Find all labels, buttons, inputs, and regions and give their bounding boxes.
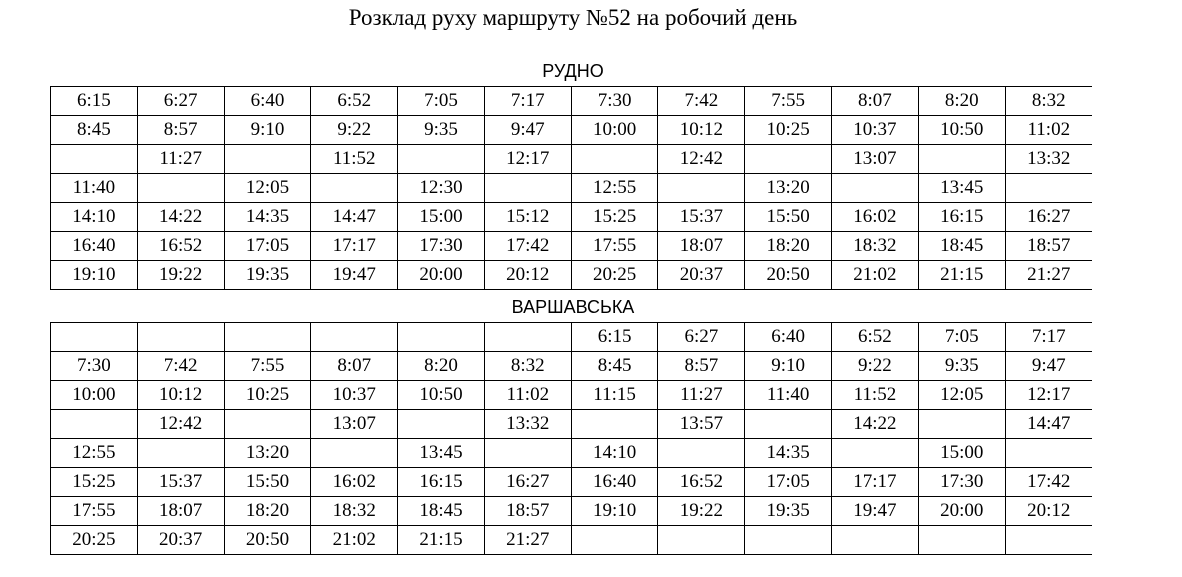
time-cell	[51, 145, 138, 174]
time-cell	[484, 439, 571, 468]
time-cell: 14:47	[311, 203, 398, 232]
time-cell	[1005, 526, 1092, 555]
time-cell	[398, 145, 485, 174]
time-cell: 18:45	[398, 497, 485, 526]
time-cell: 12:42	[137, 410, 224, 439]
table-row	[51, 174, 1093, 203]
time-cell: 16:02	[832, 203, 919, 232]
time-cell	[1005, 174, 1092, 203]
time-cell: 16:27	[1005, 203, 1092, 232]
time-cell: 21:15	[918, 261, 1005, 290]
time-cell: 17:55	[51, 497, 138, 526]
time-cell: 6:15	[51, 87, 138, 116]
time-cell: 13:20	[745, 174, 832, 203]
time-cell: 7:30	[571, 87, 658, 116]
time-cell: 6:40	[745, 323, 832, 352]
time-cell: 13:45	[398, 439, 485, 468]
time-cell: 8:07	[311, 352, 398, 381]
time-cell: 6:15	[571, 323, 658, 352]
time-cell: 9:10	[745, 352, 832, 381]
time-cell: 17:42	[484, 232, 571, 261]
time-cell: 6:27	[658, 323, 745, 352]
time-cell	[658, 526, 745, 555]
time-cell: 8:07	[832, 87, 919, 116]
time-cell: 17:05	[745, 468, 832, 497]
time-cell: 19:10	[571, 497, 658, 526]
time-cell: 6:40	[224, 87, 311, 116]
time-cell: 15:00	[398, 203, 485, 232]
time-cell: 9:47	[1005, 352, 1092, 381]
time-cell: 21:15	[398, 526, 485, 555]
time-cell: 9:35	[398, 116, 485, 145]
time-cell: 16:52	[658, 468, 745, 497]
page-title: Розклад руху маршруту №52 на робочий день	[348, 5, 798, 30]
time-cell: 13:07	[311, 410, 398, 439]
time-cell: 13:32	[484, 410, 571, 439]
time-cell: 14:35	[224, 203, 311, 232]
time-cell: 7:17	[484, 87, 571, 116]
time-cell: 20:25	[51, 526, 138, 555]
time-cell: 16:40	[51, 232, 138, 261]
time-cell: 20:37	[137, 526, 224, 555]
time-cell: 9:35	[918, 352, 1005, 381]
time-cell: 21:27	[484, 526, 571, 555]
time-cell: 17:17	[311, 232, 398, 261]
table-row	[51, 439, 1093, 468]
time-cell: 12:42	[658, 145, 745, 174]
time-cell	[398, 323, 485, 352]
time-cell	[658, 174, 745, 203]
section-title-varshavska: ВАРШАВСЬКА	[511, 297, 635, 317]
time-cell: 9:22	[311, 116, 398, 145]
time-cell: 14:22	[832, 410, 919, 439]
time-cell: 19:47	[311, 261, 398, 290]
time-cell: 17:17	[832, 468, 919, 497]
time-cell: 21:02	[832, 261, 919, 290]
time-cell	[832, 526, 919, 555]
time-cell: 7:42	[137, 352, 224, 381]
time-cell: 13:45	[918, 174, 1005, 203]
table-row	[51, 323, 1093, 352]
time-cell: 18:57	[1005, 232, 1092, 261]
table-row	[51, 381, 1093, 410]
time-cell	[832, 174, 919, 203]
time-cell: 15:37	[658, 203, 745, 232]
time-cell: 18:32	[311, 497, 398, 526]
time-cell	[311, 323, 398, 352]
time-cell: 11:52	[832, 381, 919, 410]
time-cell	[745, 410, 832, 439]
table-row	[51, 352, 1093, 381]
time-cell: 10:00	[571, 116, 658, 145]
time-cell: 11:40	[745, 381, 832, 410]
time-cell: 17:05	[224, 232, 311, 261]
time-cell: 15:00	[918, 439, 1005, 468]
time-cell: 7:55	[224, 352, 311, 381]
time-cell: 9:10	[224, 116, 311, 145]
time-cell	[918, 145, 1005, 174]
time-cell: 19:22	[658, 497, 745, 526]
time-cell: 20:00	[918, 497, 1005, 526]
time-cell: 18:20	[745, 232, 832, 261]
time-cell: 12:17	[484, 145, 571, 174]
time-cell: 19:22	[137, 261, 224, 290]
time-cell: 20:25	[571, 261, 658, 290]
time-cell: 16:27	[484, 468, 571, 497]
time-cell: 14:47	[1005, 410, 1092, 439]
time-cell: 11:02	[1005, 116, 1092, 145]
time-cell: 16:02	[311, 468, 398, 497]
time-cell	[745, 526, 832, 555]
time-cell: 6:27	[137, 87, 224, 116]
time-cell	[224, 323, 311, 352]
time-cell: 8:20	[918, 87, 1005, 116]
time-cell	[137, 323, 224, 352]
time-cell: 8:45	[571, 352, 658, 381]
time-cell: 17:55	[571, 232, 658, 261]
time-cell: 15:37	[137, 468, 224, 497]
time-cell: 13:57	[658, 410, 745, 439]
time-cell: 7:05	[398, 87, 485, 116]
time-cell: 8:32	[484, 352, 571, 381]
time-cell	[832, 439, 919, 468]
time-cell: 10:25	[745, 116, 832, 145]
time-cell: 17:30	[398, 232, 485, 261]
time-cell: 18:07	[137, 497, 224, 526]
time-cell: 14:22	[137, 203, 224, 232]
time-cell	[311, 174, 398, 203]
time-cell: 6:52	[311, 87, 398, 116]
time-cell	[571, 526, 658, 555]
time-cell: 10:37	[311, 381, 398, 410]
time-cell: 10:25	[224, 381, 311, 410]
table-row	[51, 410, 1093, 439]
table-row	[51, 145, 1093, 174]
time-cell: 9:47	[484, 116, 571, 145]
time-cell: 7:55	[745, 87, 832, 116]
time-cell	[224, 410, 311, 439]
time-cell: 18:32	[832, 232, 919, 261]
time-cell: 11:52	[311, 145, 398, 174]
time-cell: 12:05	[224, 174, 311, 203]
table-row	[51, 203, 1093, 232]
time-cell	[398, 410, 485, 439]
time-cell: 12:17	[1005, 381, 1092, 410]
time-cell: 7:42	[658, 87, 745, 116]
table-row	[51, 526, 1093, 555]
time-cell: 10:37	[832, 116, 919, 145]
table-row	[51, 116, 1093, 145]
time-cell: 7:17	[1005, 323, 1092, 352]
time-cell	[51, 410, 138, 439]
time-cell	[224, 145, 311, 174]
time-cell: 19:10	[51, 261, 138, 290]
time-cell: 21:27	[1005, 261, 1092, 290]
time-cell: 9:22	[832, 352, 919, 381]
time-cell: 16:40	[571, 468, 658, 497]
time-cell: 18:45	[918, 232, 1005, 261]
time-cell: 19:35	[745, 497, 832, 526]
time-cell	[311, 439, 398, 468]
time-cell: 20:50	[224, 526, 311, 555]
time-cell: 20:50	[745, 261, 832, 290]
time-cell: 20:12	[484, 261, 571, 290]
time-cell	[484, 174, 571, 203]
table-row	[51, 497, 1093, 526]
table-row	[51, 232, 1093, 261]
time-cell: 8:45	[51, 116, 138, 145]
time-cell: 11:15	[571, 381, 658, 410]
time-cell	[658, 439, 745, 468]
time-cell: 16:52	[137, 232, 224, 261]
time-cell: 15:12	[484, 203, 571, 232]
table-row	[51, 468, 1093, 497]
time-cell: 10:50	[918, 116, 1005, 145]
time-cell	[571, 410, 658, 439]
time-cell	[51, 323, 138, 352]
time-cell	[571, 145, 658, 174]
time-cell: 10:12	[137, 381, 224, 410]
time-cell: 11:27	[658, 381, 745, 410]
schedule-table-rudno	[50, 86, 1092, 290]
table-row	[51, 261, 1093, 290]
time-cell	[745, 145, 832, 174]
time-cell: 14:10	[51, 203, 138, 232]
schedule-table-varshavska	[50, 322, 1092, 555]
table-row	[51, 87, 1093, 116]
time-cell: 18:20	[224, 497, 311, 526]
time-cell: 19:47	[832, 497, 919, 526]
time-cell: 10:00	[51, 381, 138, 410]
time-cell: 12:05	[918, 381, 1005, 410]
time-cell: 12:55	[571, 174, 658, 203]
time-cell: 21:02	[311, 526, 398, 555]
time-cell: 8:20	[398, 352, 485, 381]
time-cell: 7:30	[51, 352, 138, 381]
time-cell: 18:07	[658, 232, 745, 261]
time-cell	[137, 174, 224, 203]
time-cell: 11:02	[484, 381, 571, 410]
time-cell: 10:12	[658, 116, 745, 145]
time-cell: 20:12	[1005, 497, 1092, 526]
time-cell: 13:32	[1005, 145, 1092, 174]
time-cell	[918, 410, 1005, 439]
time-cell: 15:50	[224, 468, 311, 497]
time-cell: 16:15	[398, 468, 485, 497]
time-cell: 12:55	[51, 439, 138, 468]
time-cell	[1005, 439, 1092, 468]
time-cell: 14:35	[745, 439, 832, 468]
time-cell: 14:10	[571, 439, 658, 468]
time-cell: 13:07	[832, 145, 919, 174]
time-cell: 20:00	[398, 261, 485, 290]
time-cell: 8:57	[658, 352, 745, 381]
time-cell: 15:25	[571, 203, 658, 232]
time-cell: 17:30	[918, 468, 1005, 497]
time-cell	[918, 526, 1005, 555]
time-cell: 6:52	[832, 323, 919, 352]
time-cell: 8:32	[1005, 87, 1092, 116]
time-cell	[137, 439, 224, 468]
time-cell: 11:27	[137, 145, 224, 174]
time-cell: 8:57	[137, 116, 224, 145]
time-cell: 15:50	[745, 203, 832, 232]
time-cell: 17:42	[1005, 468, 1092, 497]
time-cell: 18:57	[484, 497, 571, 526]
time-cell: 19:35	[224, 261, 311, 290]
section-title-rudno: РУДНО	[542, 61, 604, 81]
time-cell: 10:50	[398, 381, 485, 410]
time-cell: 12:30	[398, 174, 485, 203]
time-cell	[484, 323, 571, 352]
time-cell: 7:05	[918, 323, 1005, 352]
time-cell: 15:25	[51, 468, 138, 497]
time-cell: 20:37	[658, 261, 745, 290]
time-cell: 11:40	[51, 174, 138, 203]
time-cell: 13:20	[224, 439, 311, 468]
time-cell: 16:15	[918, 203, 1005, 232]
